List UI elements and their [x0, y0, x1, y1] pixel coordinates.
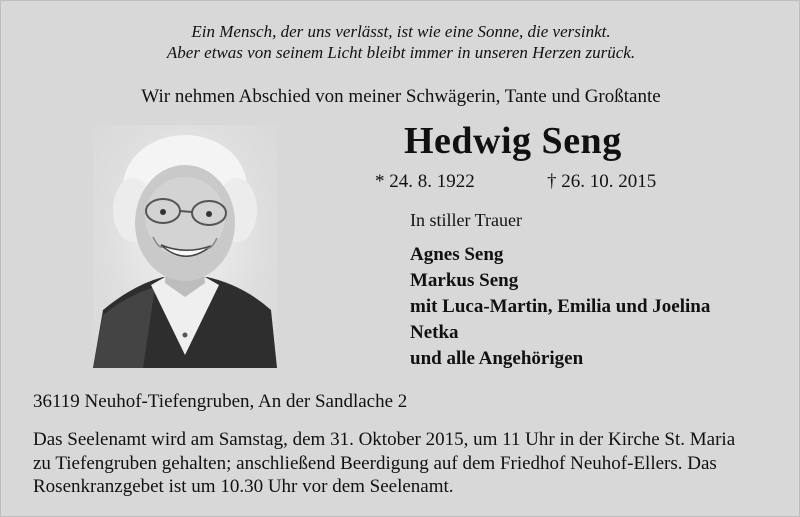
- portrait-photo: [93, 125, 277, 368]
- mourner-item: und alle Angehörigen: [410, 348, 584, 369]
- portrait-image: [93, 125, 277, 368]
- notice-line-3: Rosenkranzgebet ist um 10.30 Uhr vor dem Seelenamt.: [33, 476, 454, 497]
- quote-line-2: Aber etwas von seinem Licht bleibt immer in unseren Herzen zurück.: [166, 43, 636, 62]
- mourning-label: In stiller Trauer: [410, 210, 522, 230]
- mourner-item: mit Luca-Martin, Emilia und Joelina: [410, 296, 711, 317]
- farewell-intro: Wir nehmen Abschied von meiner Schwägerin, Tante und Großtante: [141, 86, 661, 107]
- mourner-item: Markus Seng: [410, 270, 519, 291]
- deceased-name: Hedwig Seng: [404, 120, 622, 162]
- mourners-list: [410, 242, 710, 372]
- family-address: 36119 Neuhof-Tiefengruben, An der Sandlache 2: [33, 391, 408, 412]
- quote-line-1: Ein Mensch, der uns verlässt, ist wie eine Sonne, die versinkt.: [191, 22, 611, 41]
- mourner-item: Agnes Seng: [410, 244, 504, 265]
- death-date: † 26. 10. 2015: [547, 171, 657, 192]
- notice-line-1: Das Seelenamt wird am Samstag, dem 31. Oktober 2015, um 11 Uhr in der Kirche St. Maria: [33, 429, 736, 450]
- service-notice: [33, 428, 778, 499]
- birth-date: * 24. 8. 1922: [375, 171, 475, 192]
- mourner-item: Netka: [410, 322, 459, 343]
- memorial-quote: [1, 21, 800, 63]
- notice-line-2: zu Tiefengruben gehalten; anschließend Beerdigung auf dem Friedhof Neuhof-Ellers. Das: [33, 452, 717, 474]
